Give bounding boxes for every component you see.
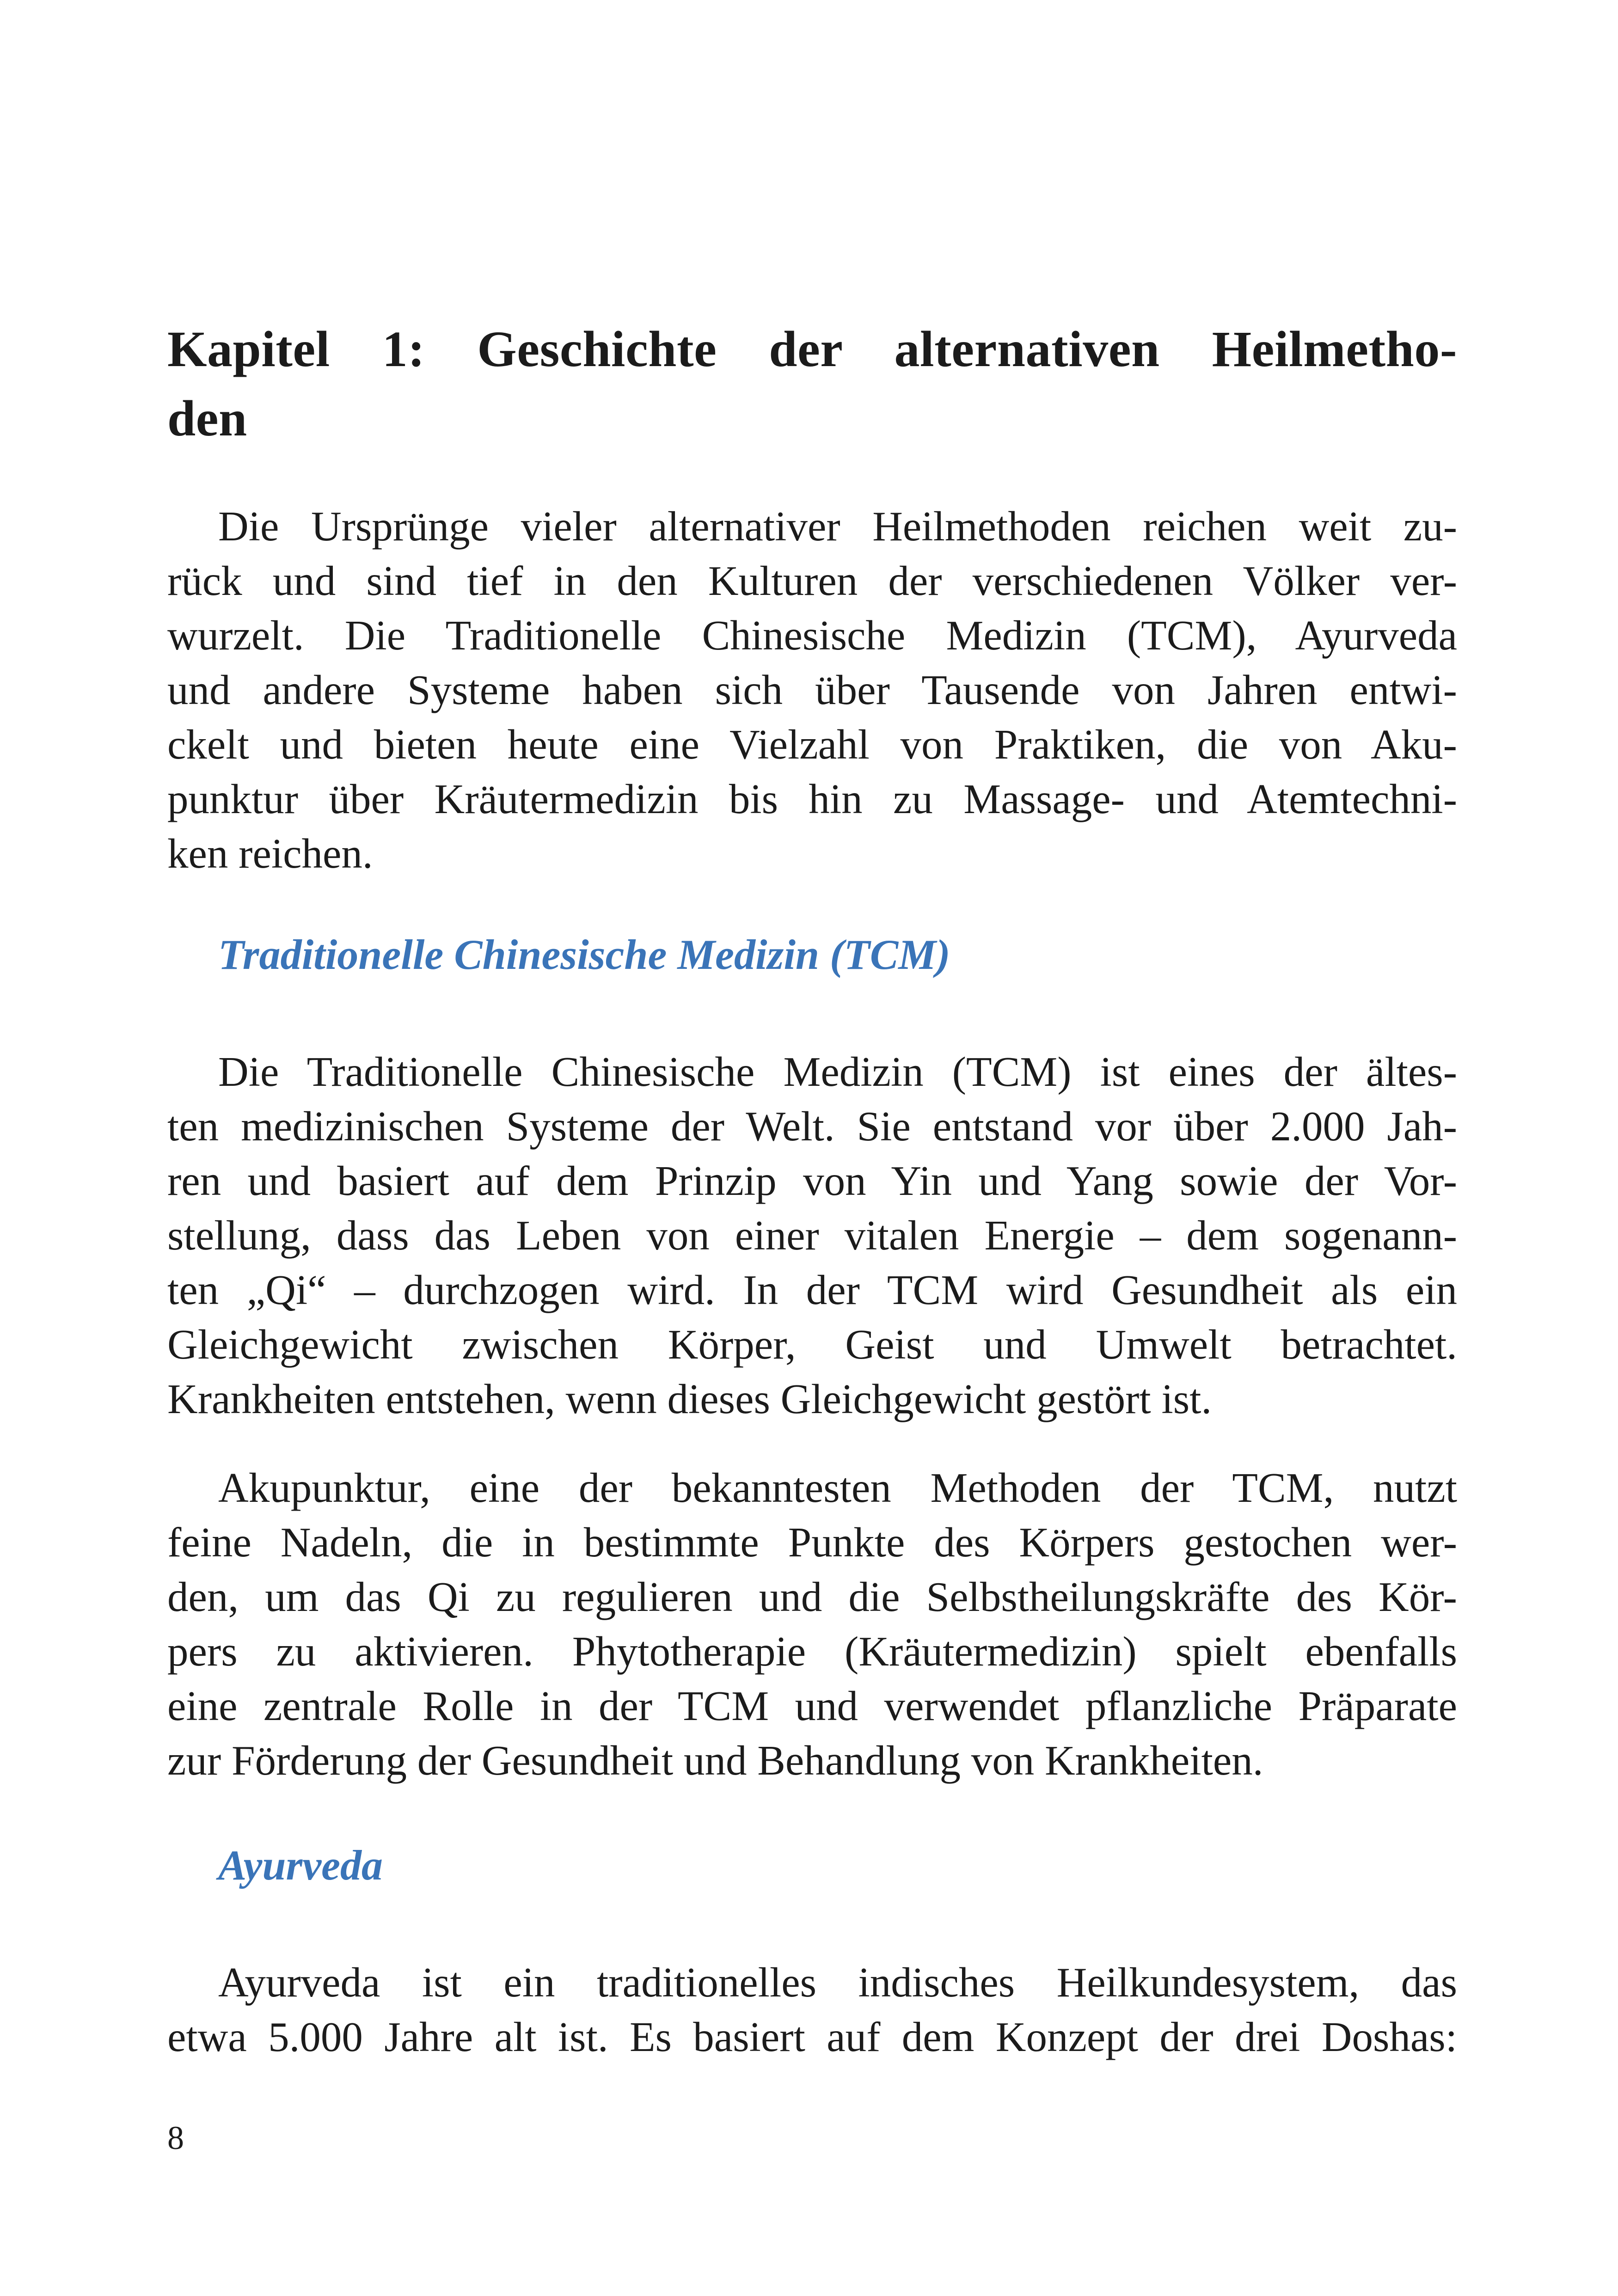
text-line: eine zentrale Rolle in der TCM und verwendet pflanzliche Präparate bbox=[167, 1683, 1457, 1729]
ayurveda-paragraph-1 bbox=[167, 1955, 1457, 2064]
text-line: ten „Qi“ – durchzogen wird. In der TCM wird Gesundheit als ein bbox=[167, 1267, 1457, 1313]
text-line: und andere Systeme haben sich über Tausende von Jahren entwi- bbox=[167, 667, 1457, 713]
page-number: 8 bbox=[167, 2119, 184, 2156]
text-line: ckelt und bieten heute eine Vielzahl von Praktiken, die von Aku- bbox=[167, 721, 1457, 768]
text-line: Krankheiten entstehen, wenn dieses Gleichgewicht gestört ist. bbox=[167, 1376, 1212, 1422]
text-line: feine Nadeln, die in bestimmte Punkte des Körpers gestochen wer- bbox=[167, 1519, 1457, 1566]
chapter-title bbox=[167, 314, 1457, 453]
text-line: rück und sind tief in den Kulturen der verschiedenen Völker ver- bbox=[167, 557, 1457, 604]
text-line: ren und basiert auf dem Prinzip von Yin und Yang sowie der Vor- bbox=[167, 1157, 1457, 1204]
text-line: Die Ursprünge vieler alternativer Heilmethoden reichen weit zu- bbox=[218, 503, 1457, 550]
text-line: Gleichgewicht zwischen Körper, Geist und Umwelt betrachtet. bbox=[167, 1321, 1457, 1368]
text-line: Ayurveda ist ein traditionelles indisches Heilkundesystem, das bbox=[218, 1959, 1457, 2006]
text-line: zur Förderung der Gesundheit und Behandlung von Krankheiten. bbox=[167, 1737, 1263, 1784]
text-line: ten medizinischen Systeme der Welt. Sie entstand vor über 2.000 Jah- bbox=[167, 1103, 1457, 1150]
text-line: punktur über Kräutermedizin bis hin zu Massage- und Atemtechni- bbox=[167, 776, 1457, 822]
intro-paragraph bbox=[167, 499, 1457, 881]
chapter-title-line: den bbox=[167, 390, 247, 447]
text-line: etwa 5.000 Jahre alt ist. Es basiert auf dem Konzept der drei Doshas: bbox=[167, 2014, 1457, 2060]
text-line: stellung, dass das Leben von einer vitalen Energie – dem sogenann- bbox=[167, 1212, 1457, 1259]
text-line: ken reichen. bbox=[167, 830, 373, 877]
text-line: den, um das Qi zu regulieren und die Selbstheilungskräfte des Kör- bbox=[167, 1574, 1457, 1620]
text-line: Die Traditionelle Chinesische Medizin (TCM) ist eines der ältes- bbox=[218, 1048, 1457, 1095]
section-heading-tcm: Traditionelle Chinesische Medizin (TCM) bbox=[218, 931, 950, 978]
tcm-paragraph-1 bbox=[167, 1045, 1457, 1427]
chapter-title-line: Kapitel 1: Geschichte der alternativen Heilmetho- bbox=[167, 321, 1457, 377]
section-heading-ayurveda: Ayurveda bbox=[218, 1842, 383, 1889]
text-line: wurzelt. Die Traditionelle Chinesische Medizin (TCM), Ayurveda bbox=[167, 612, 1457, 659]
text-line: Akupunktur, eine der bekanntesten Methoden der TCM, nutzt bbox=[218, 1464, 1457, 1511]
tcm-paragraph-2 bbox=[167, 1461, 1457, 1788]
text-line: pers zu aktivieren. Phytotherapie (Kräutermedizin) spielt ebenfalls bbox=[167, 1628, 1457, 1675]
